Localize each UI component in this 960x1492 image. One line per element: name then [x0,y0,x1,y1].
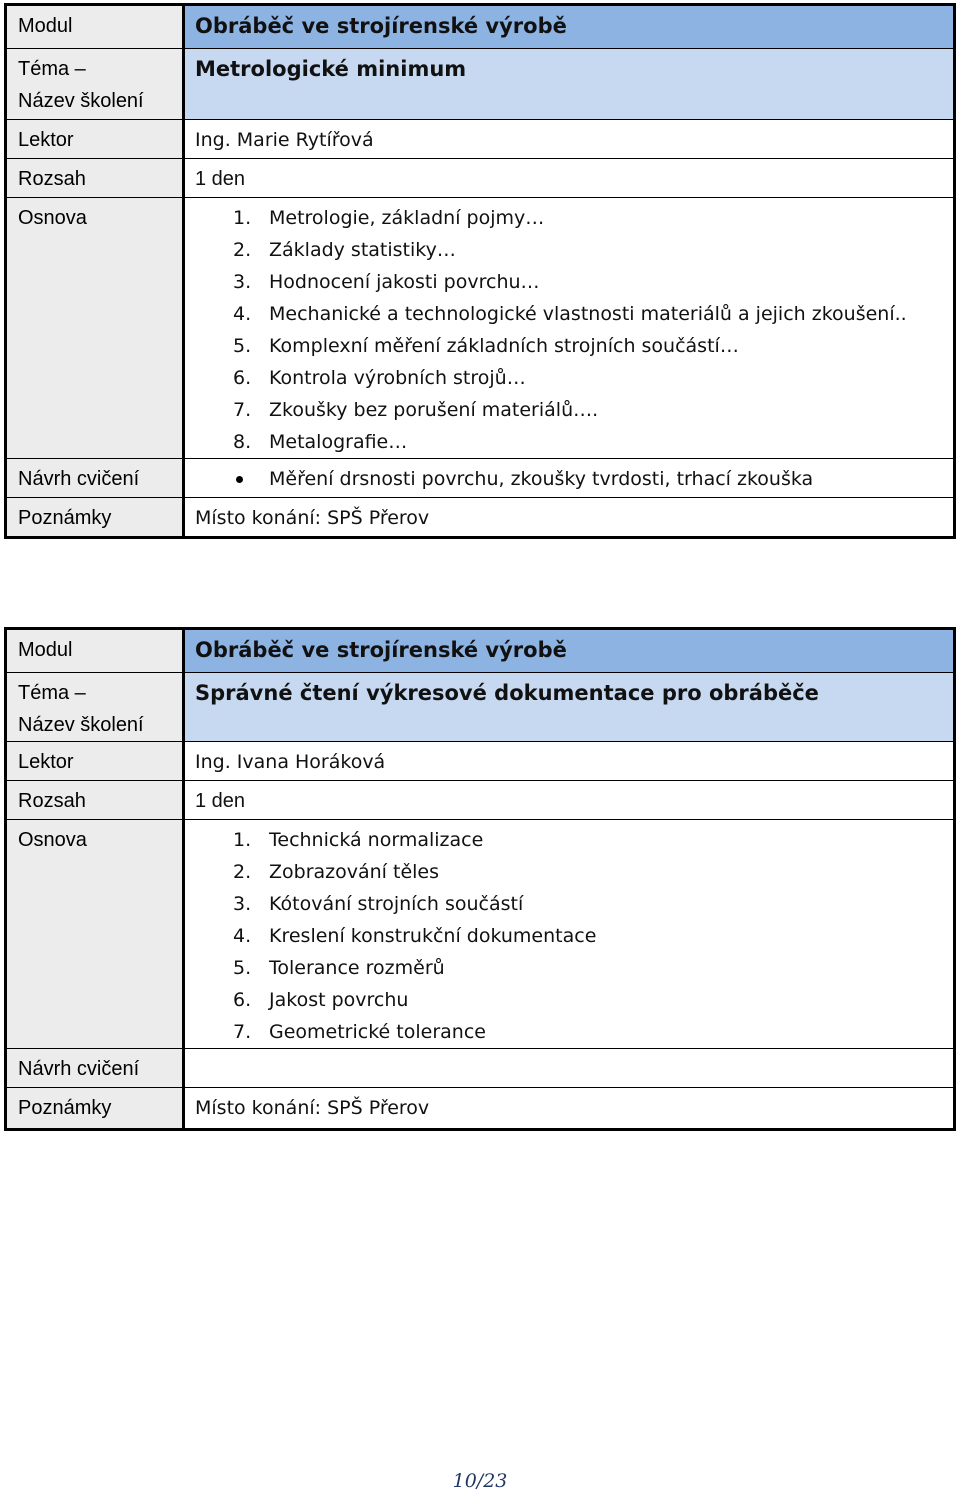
label-osnova: Osnova [6,198,184,459]
list-item: Tolerance rozměrů [269,957,445,979]
row-navrh [6,1049,955,1088]
poznamky-value: Místo konání: SPŠ Přerov [184,498,955,538]
list-item: Zkoušky bez porušení materiálů…. [269,399,599,421]
modul-value: Obráběč ve strojírenské výrobě [184,5,955,49]
label-tema [6,49,184,120]
label-navrh: Návrh cvičení [6,1049,184,1088]
row-lektor [6,120,955,159]
label-modul: Modul [6,629,184,673]
list-item: Kreslení konstrukční dokumentace [269,925,597,947]
label-poznamky: Poznámky [6,498,184,538]
list-item: Hodnocení jakosti povrchu… [269,271,540,293]
label-tema [6,673,184,742]
modul-value: Obráběč ve strojírenské výrobě [184,629,955,673]
navrh-value [184,1049,955,1088]
osnova-value [184,820,955,1049]
row-rozsah [6,781,955,820]
list-item: Jakost povrchu [269,989,409,1011]
poznamky-value: Místo konání: SPŠ Přerov [184,1088,955,1130]
row-tema [6,49,955,120]
osnova-value [184,198,955,459]
list-item: Základy statistiky… [269,239,456,261]
lektor-value: Ing. Ivana Horáková [184,742,955,781]
list-item: Geometrické tolerance [269,1021,486,1043]
row-navrh [6,459,955,498]
label-rozsah: Rozsah [6,781,184,820]
row-lektor [6,742,955,781]
list-item [233,463,953,495]
bullet-icon [236,476,243,483]
list-item: Technická normalizace [269,829,484,851]
row-osnova [6,198,955,459]
list-item: Kótování strojních součástí [269,893,524,915]
row-poznamky [6,498,955,538]
label-osnova: Osnova [6,820,184,1049]
row-poznamky [6,1088,955,1130]
label-poznamky: Poznámky [6,1088,184,1130]
navrh-list [195,463,953,495]
row-rozsah [6,159,955,198]
navrh-value [184,459,955,498]
row-tema [6,673,955,742]
tema-value: Správné čtení výkresové dokumentace pro obráběče [184,673,955,742]
rozsah-value: 1 den [184,159,955,198]
osnova-list [195,824,953,1048]
tema-value: Metrologické minimum [184,49,955,120]
label-tema-line1: Téma – [18,58,86,80]
label-rozsah: Rozsah [6,159,184,198]
label-modul: Modul [6,5,184,49]
page-number: 10/23 [452,1470,508,1492]
course-table-2 [4,627,956,1131]
label-navrh: Návrh cvičení [6,459,184,498]
row-modul [6,629,955,673]
osnova-list [195,202,953,458]
label-tema-line1: Téma – [18,682,86,704]
list-item: Metrologie, základní pojmy… [269,207,545,229]
list-item: Kontrola výrobních strojů… [269,367,526,389]
list-item: Komplexní měření základních strojních součástí… [269,335,739,357]
label-lektor: Lektor [6,742,184,781]
label-lektor: Lektor [6,120,184,159]
list-item: Metalografie… [269,431,408,453]
rozsah-value: 1 den [184,781,955,820]
row-osnova [6,820,955,1049]
lektor-value: Ing. Marie Rytířová [184,120,955,159]
navrh-text: Měření drsnosti povrchu, zkoušky tvrdosti, trhací zkouška [269,468,814,490]
course-table-1 [4,3,956,539]
label-tema-line2: Název školení [18,90,144,112]
list-item: Mechanické a technologické vlastnosti materiálů a jejich zkoušení.. [269,303,907,325]
row-modul [6,5,955,49]
label-tema-line2: Název školení [18,714,144,736]
list-item: Zobrazování těles [269,861,440,883]
